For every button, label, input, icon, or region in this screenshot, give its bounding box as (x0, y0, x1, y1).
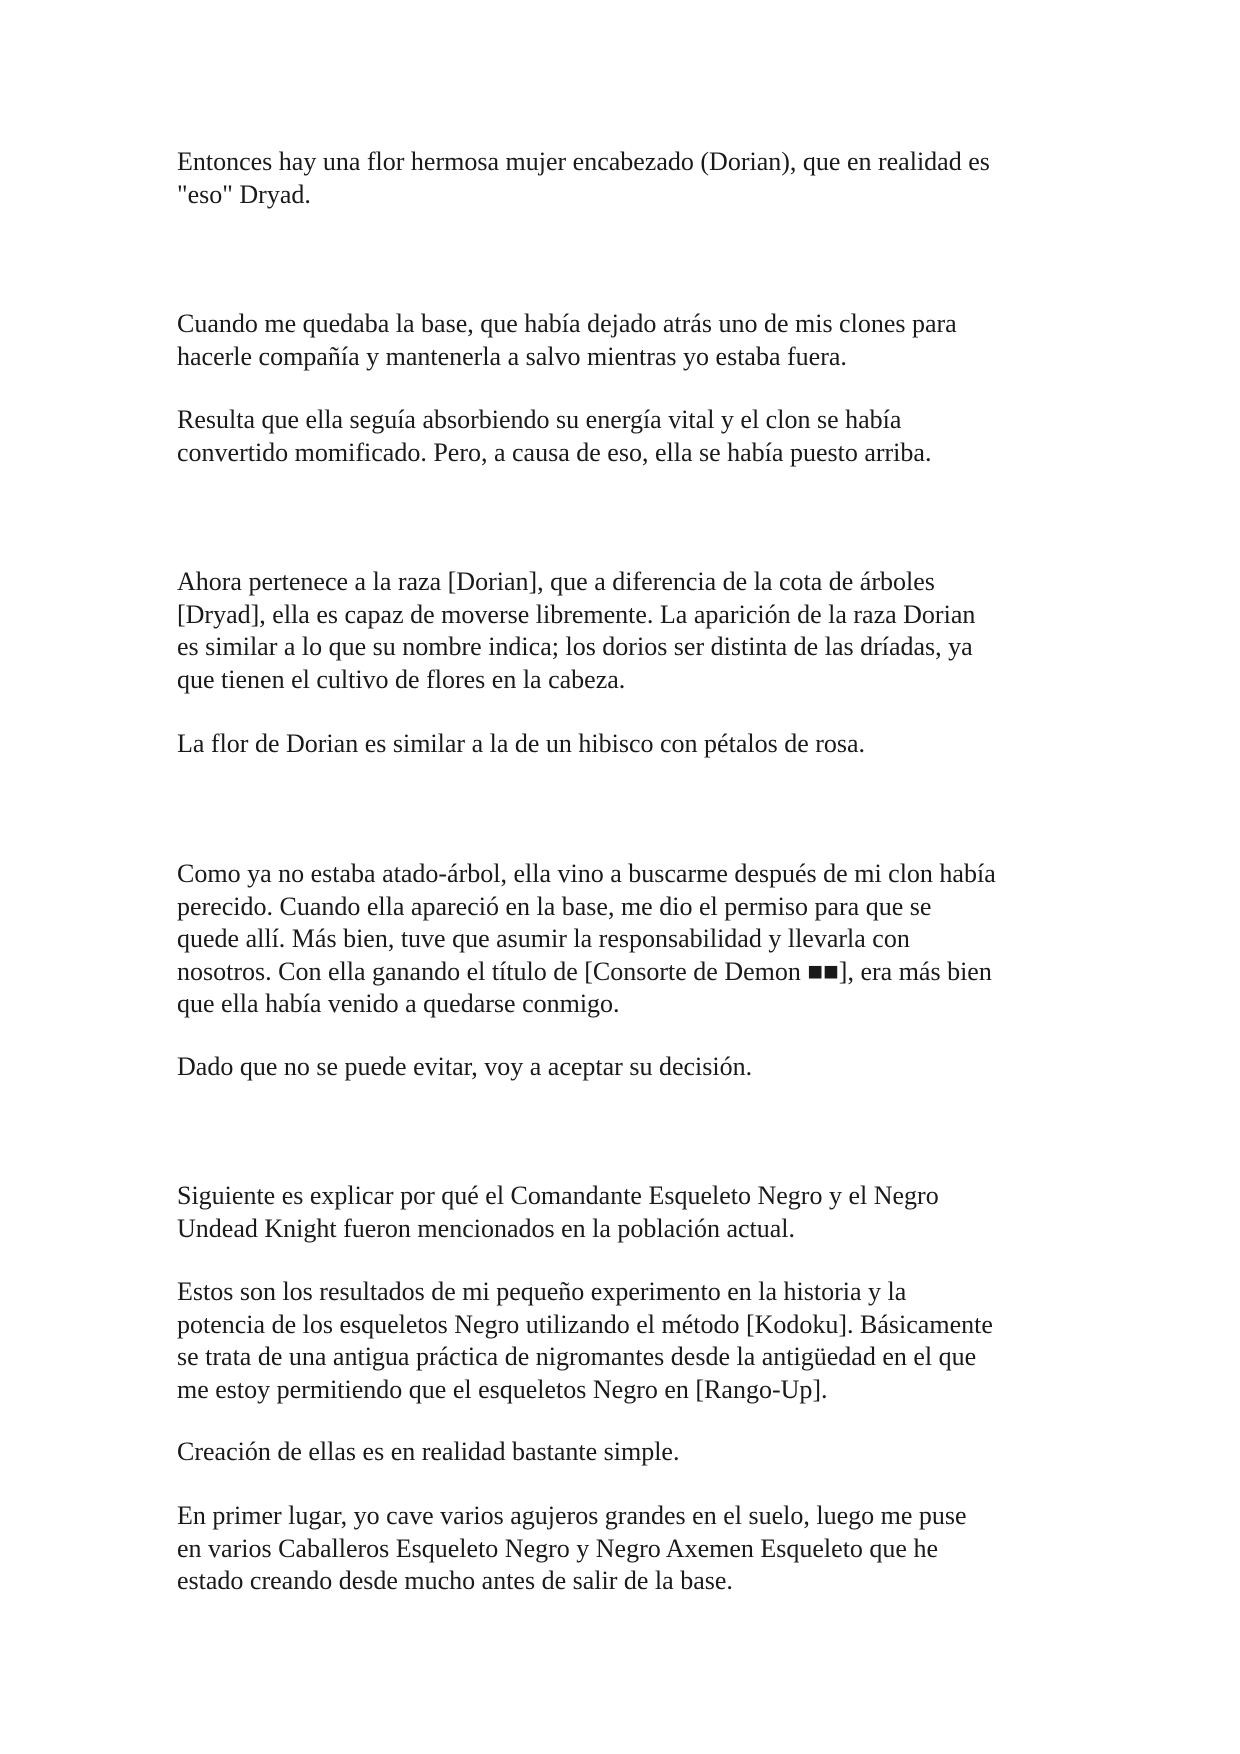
text-line: que ella había venido a quedarse conmigo. (177, 989, 620, 1018)
text-line: quede allí. Más bien, tuve que asumir la responsabilidad y llevarla con (177, 924, 910, 953)
paragraph-11 (177, 1500, 1077, 1598)
text-line: Creación de ellas es en realidad bastante simple. (177, 1437, 680, 1466)
text-line: convertido momificado. Pero, a causa de eso, ella se había puesto arriba. (177, 437, 932, 467)
paragraph-10 (177, 1436, 1077, 1469)
text-line: Dado que no se puede evitar, voy a aceptar su decisión. (177, 1052, 753, 1081)
paragraph-2 (177, 308, 1077, 373)
paragraph-7 (177, 1051, 1077, 1084)
text-line: Cuando me quedaba la base, que había dejado atrás uno de mis clones para (177, 309, 957, 338)
text-line: Estos son los resultados de mi pequeño experimento en la historia y la (177, 1277, 907, 1306)
paragraph-9 (177, 1276, 1077, 1406)
paragraph-4 (177, 566, 1077, 696)
text-line: potencia de los esqueletos Negro utilizando el método [Kodoku]. Básicamente (177, 1309, 993, 1339)
text-line: "eso" Dryad. (177, 179, 311, 209)
text-line: En primer lugar, yo cave varios agujeros grandes en el suelo, luego me puse (177, 1501, 967, 1530)
text-line: Siguiente es explicar por qué el Comandante Esqueleto Negro y el Negro (177, 1181, 939, 1210)
paragraph-1 (177, 146, 1077, 211)
text-line: perecido. Cuando ella apareció en la base, me dio el permiso para que se (177, 891, 932, 921)
text-line: Undead Knight fueron mencionados en la población actual. (177, 1213, 796, 1243)
text-line: Ahora pertenece a la raza [Dorian], que a diferencia de la cota de árboles (177, 567, 935, 596)
text-line: nosotros. Con ella ganando el título de [Consorte de Demon ■■], era más bien (177, 956, 992, 986)
text-line: en varios Caballeros Esqueleto Negro y Negro Axemen Esqueleto que he (177, 1533, 938, 1563)
text-line: hacerle compañía y mantenerla a salvo mientras yo estaba fuera. (177, 341, 847, 371)
text-line: Entonces hay una flor hermosa mujer encabezado (Dorian), que en realidad es (177, 147, 990, 176)
text-line: Como ya no estaba atado-árbol, ella vino a buscarme después de mi clon había (177, 859, 996, 888)
text-line: es similar a lo que su nombre indica; los dorios ser distinta de las dríadas, ya (177, 632, 973, 661)
paragraph-6 (177, 858, 1077, 1021)
text-line: estado creando desde mucho antes de salir de la base. (177, 1566, 733, 1595)
text-line: Resulta que ella seguía absorbiendo su energía vital y el clon se había (177, 405, 902, 434)
paragraph-3 (177, 404, 1077, 469)
text-line: se trata de una antigua práctica de nigromantes desde la antigüedad en el que (177, 1342, 977, 1371)
text-line: La flor de Dorian es similar a la de un hibisco con pétalos de rosa. (177, 729, 866, 758)
text-line: me estoy permitiendo que el esqueletos Negro en [Rango-Up]. (177, 1374, 828, 1404)
text-line: que tienen el cultivo de flores en la cabeza. (177, 664, 626, 694)
paragraph-8 (177, 1180, 1077, 1245)
paragraph-5 (177, 728, 1077, 761)
text-line: [Dryad], ella es capaz de moverse libremente. La aparición de la raza Dorian (177, 599, 976, 629)
